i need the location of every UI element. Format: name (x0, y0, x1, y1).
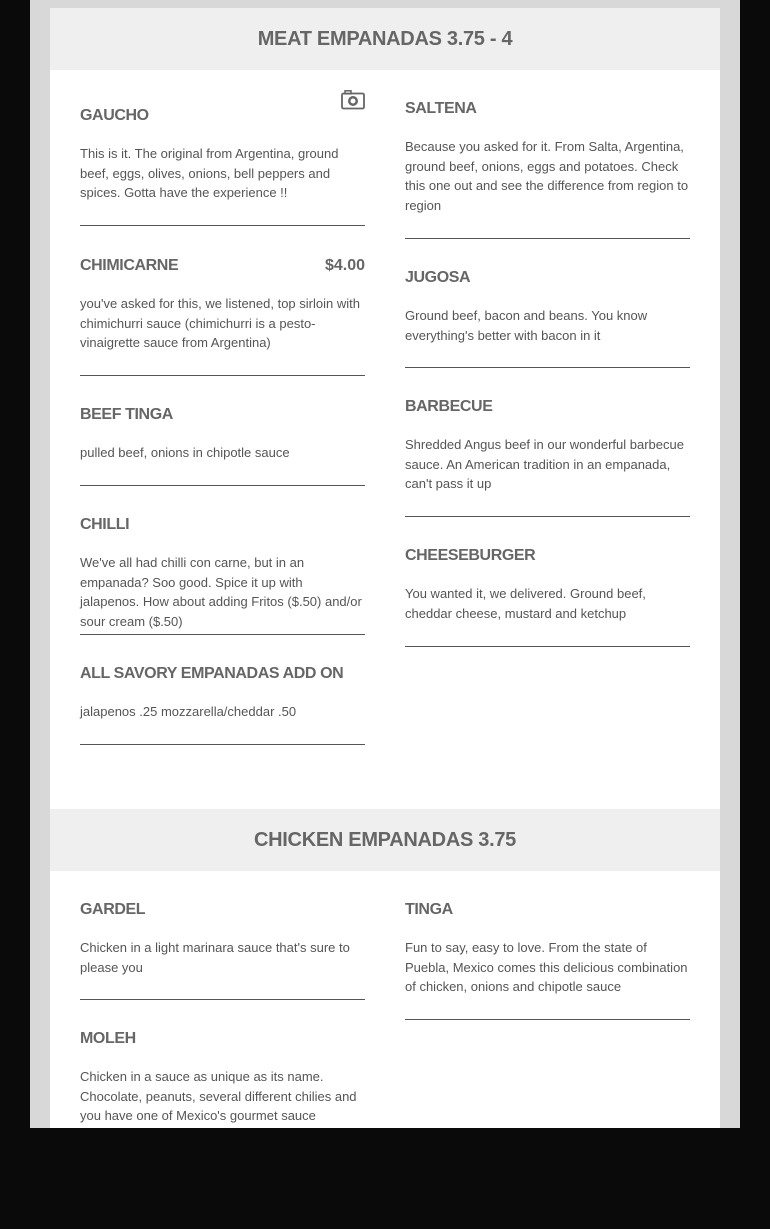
item-name: CHIMICARNE (80, 257, 179, 274)
item-description: We've all had chilli con carne, but in an empanada? Soo good. Spice it up with jalapenos. How about adding Fritos ($.50) and/or sour cream ($.50) (80, 555, 362, 630)
camera-icon[interactable] (341, 90, 365, 110)
item-description: you've asked for this, we listened, top sirloin with chimichurri sauce (chimichurri is a pesto-vinaigrette sauce from Argentina) (80, 296, 360, 351)
item-description: Chicken in a sauce as unique as its name. Chocolate, peanuts, several different chilies and you have one of Mexico's gourmet sauce (80, 1069, 357, 1124)
item-description: Because you asked for it. From Salta, Argentina, ground beef, onions, eggs and potatoes. Check this one out and see the difference from region to region (405, 139, 689, 214)
menu-item-saltena[interactable] (405, 99, 690, 239)
menu-item-add-ons[interactable] (80, 664, 365, 745)
item-name: GARDEL (80, 901, 146, 918)
item-description: You wanted it, we delivered. Ground beef, cheddar cheese, mustard and ketchup (405, 586, 646, 621)
item-name: BEEF TINGA (80, 406, 173, 423)
menu-item-gardel[interactable] (80, 900, 365, 1000)
item-name: MOLEH (80, 1030, 136, 1047)
item-description: jalapenos .25 mozzarella/cheddar .50 (80, 704, 297, 719)
menu-item-barbecue[interactable] (405, 397, 690, 517)
item-price: $4.00 (324, 257, 365, 274)
item-description: pulled beef, onions in chipotle sauce (80, 445, 290, 460)
meat-section-title: MEAT EMPANADAS 3.75 - 4 (50, 8, 720, 70)
item-description: This is it. The original from Argentina, ground beef, eggs, olives, onions, bell peppers and spices. Gotta have the experience !! (80, 146, 339, 201)
item-description: Chicken in a light marinara sauce that's sure to please you (80, 940, 350, 975)
chicken-section-title: CHICKEN EMPANADAS 3.75 (50, 809, 720, 871)
item-description: Fun to say, easy to love. From the state of Puebla, Mexico comes this delicious combination of chicken, onions and chipotle sauce (405, 940, 688, 995)
item-name: TINGA (405, 901, 453, 918)
item-name: CHEESEBURGER (405, 547, 536, 564)
item-name: SALTENA (405, 100, 477, 117)
item-name: ALL SAVORY EMPANADAS ADD ON (80, 665, 344, 682)
menu-item-jugosa[interactable] (405, 268, 690, 368)
item-name: GAUCHO (80, 107, 149, 124)
menu-item-tinga[interactable] (405, 900, 690, 1020)
item-name: BARBECUE (405, 398, 493, 415)
menu-item-chimicarne[interactable] (80, 256, 365, 376)
item-name: CHILLI (80, 516, 130, 533)
menu-item-gaucho[interactable] (80, 106, 365, 226)
menu-item-chilli[interactable] (80, 515, 365, 635)
menu-item-moleh[interactable] (80, 1029, 365, 1229)
item-name: JUGOSA (405, 269, 471, 286)
item-description: Shredded Angus beef in our wonderful barbecue sauce. An American tradition in an empanada, can't pass it up (405, 437, 684, 492)
item-description: Ground beef, bacon and beans. You know everything's better with bacon in it (405, 308, 648, 343)
menu-item-beef-tinga[interactable] (80, 405, 365, 486)
menu-item-cheeseburger[interactable] (405, 546, 690, 647)
